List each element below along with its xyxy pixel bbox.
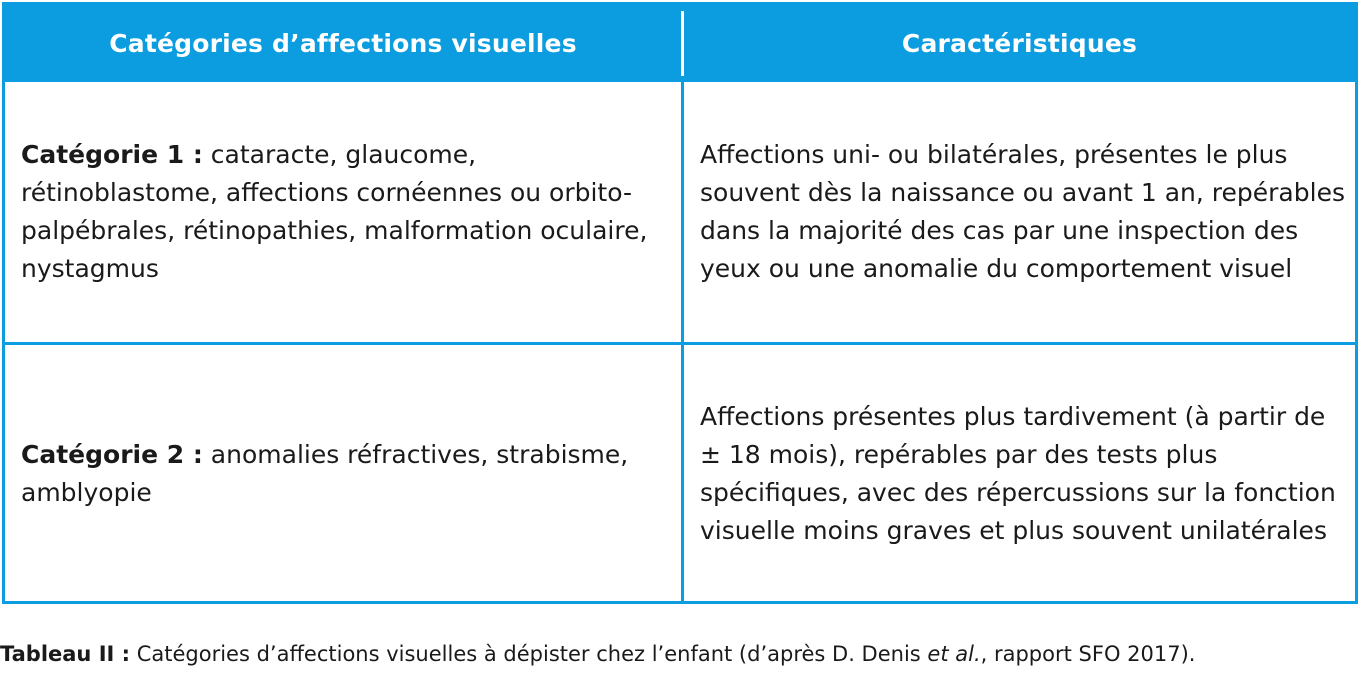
header-characteristics: Caractéristiques (901, 29, 1138, 58)
caption-label: Tableau II : (0, 642, 131, 666)
category-text: cataracte, glaucome, rétinoblastome, affections cornéennes ou orbito-palpébrales, rétinopathies, malformation oculaire, nystagmus (21, 140, 648, 283)
category-label: Catégorie 1 : (21, 140, 203, 169)
table-row (5, 345, 1355, 602)
category-text: anomalies réfractives, strabisme, amblyopie (21, 439, 629, 507)
table-header-row (5, 5, 1355, 82)
caption-italic: et al. (927, 642, 981, 666)
table-caption (0, 640, 1362, 668)
category-cell (5, 82, 681, 342)
caption-text-before: Catégories d’affections visuelles à dépister chez l’enfant (d’après D. Denis (130, 642, 928, 666)
caption-text-after: , rapport SFO 2017). (980, 642, 1196, 666)
table-row (5, 82, 1355, 345)
characteristics-cell (684, 345, 1355, 602)
affections-table (2, 2, 1358, 604)
column-divider (681, 82, 684, 602)
characteristics-text: Affections présentes plus tardivement (à partir de ± 18 mois), repérables par des tests plus spécifiques, avec des répercussions sur la fonction visuelle moins graves et plus souvent unilatérales (700, 401, 1336, 545)
header-categories: Catégories d’affections visuelles (109, 29, 577, 58)
characteristics-text: Affections uni- ou bilatérales, présentes le plus souvent dès la naissance ou avant 1 an, repérables dans la majorité des cas par une inspection des yeux ou une anomalie du comportement visuel (700, 140, 1345, 283)
characteristics-cell (684, 82, 1355, 342)
category-label: Catégorie 2 : (21, 439, 203, 469)
category-cell (5, 345, 681, 602)
